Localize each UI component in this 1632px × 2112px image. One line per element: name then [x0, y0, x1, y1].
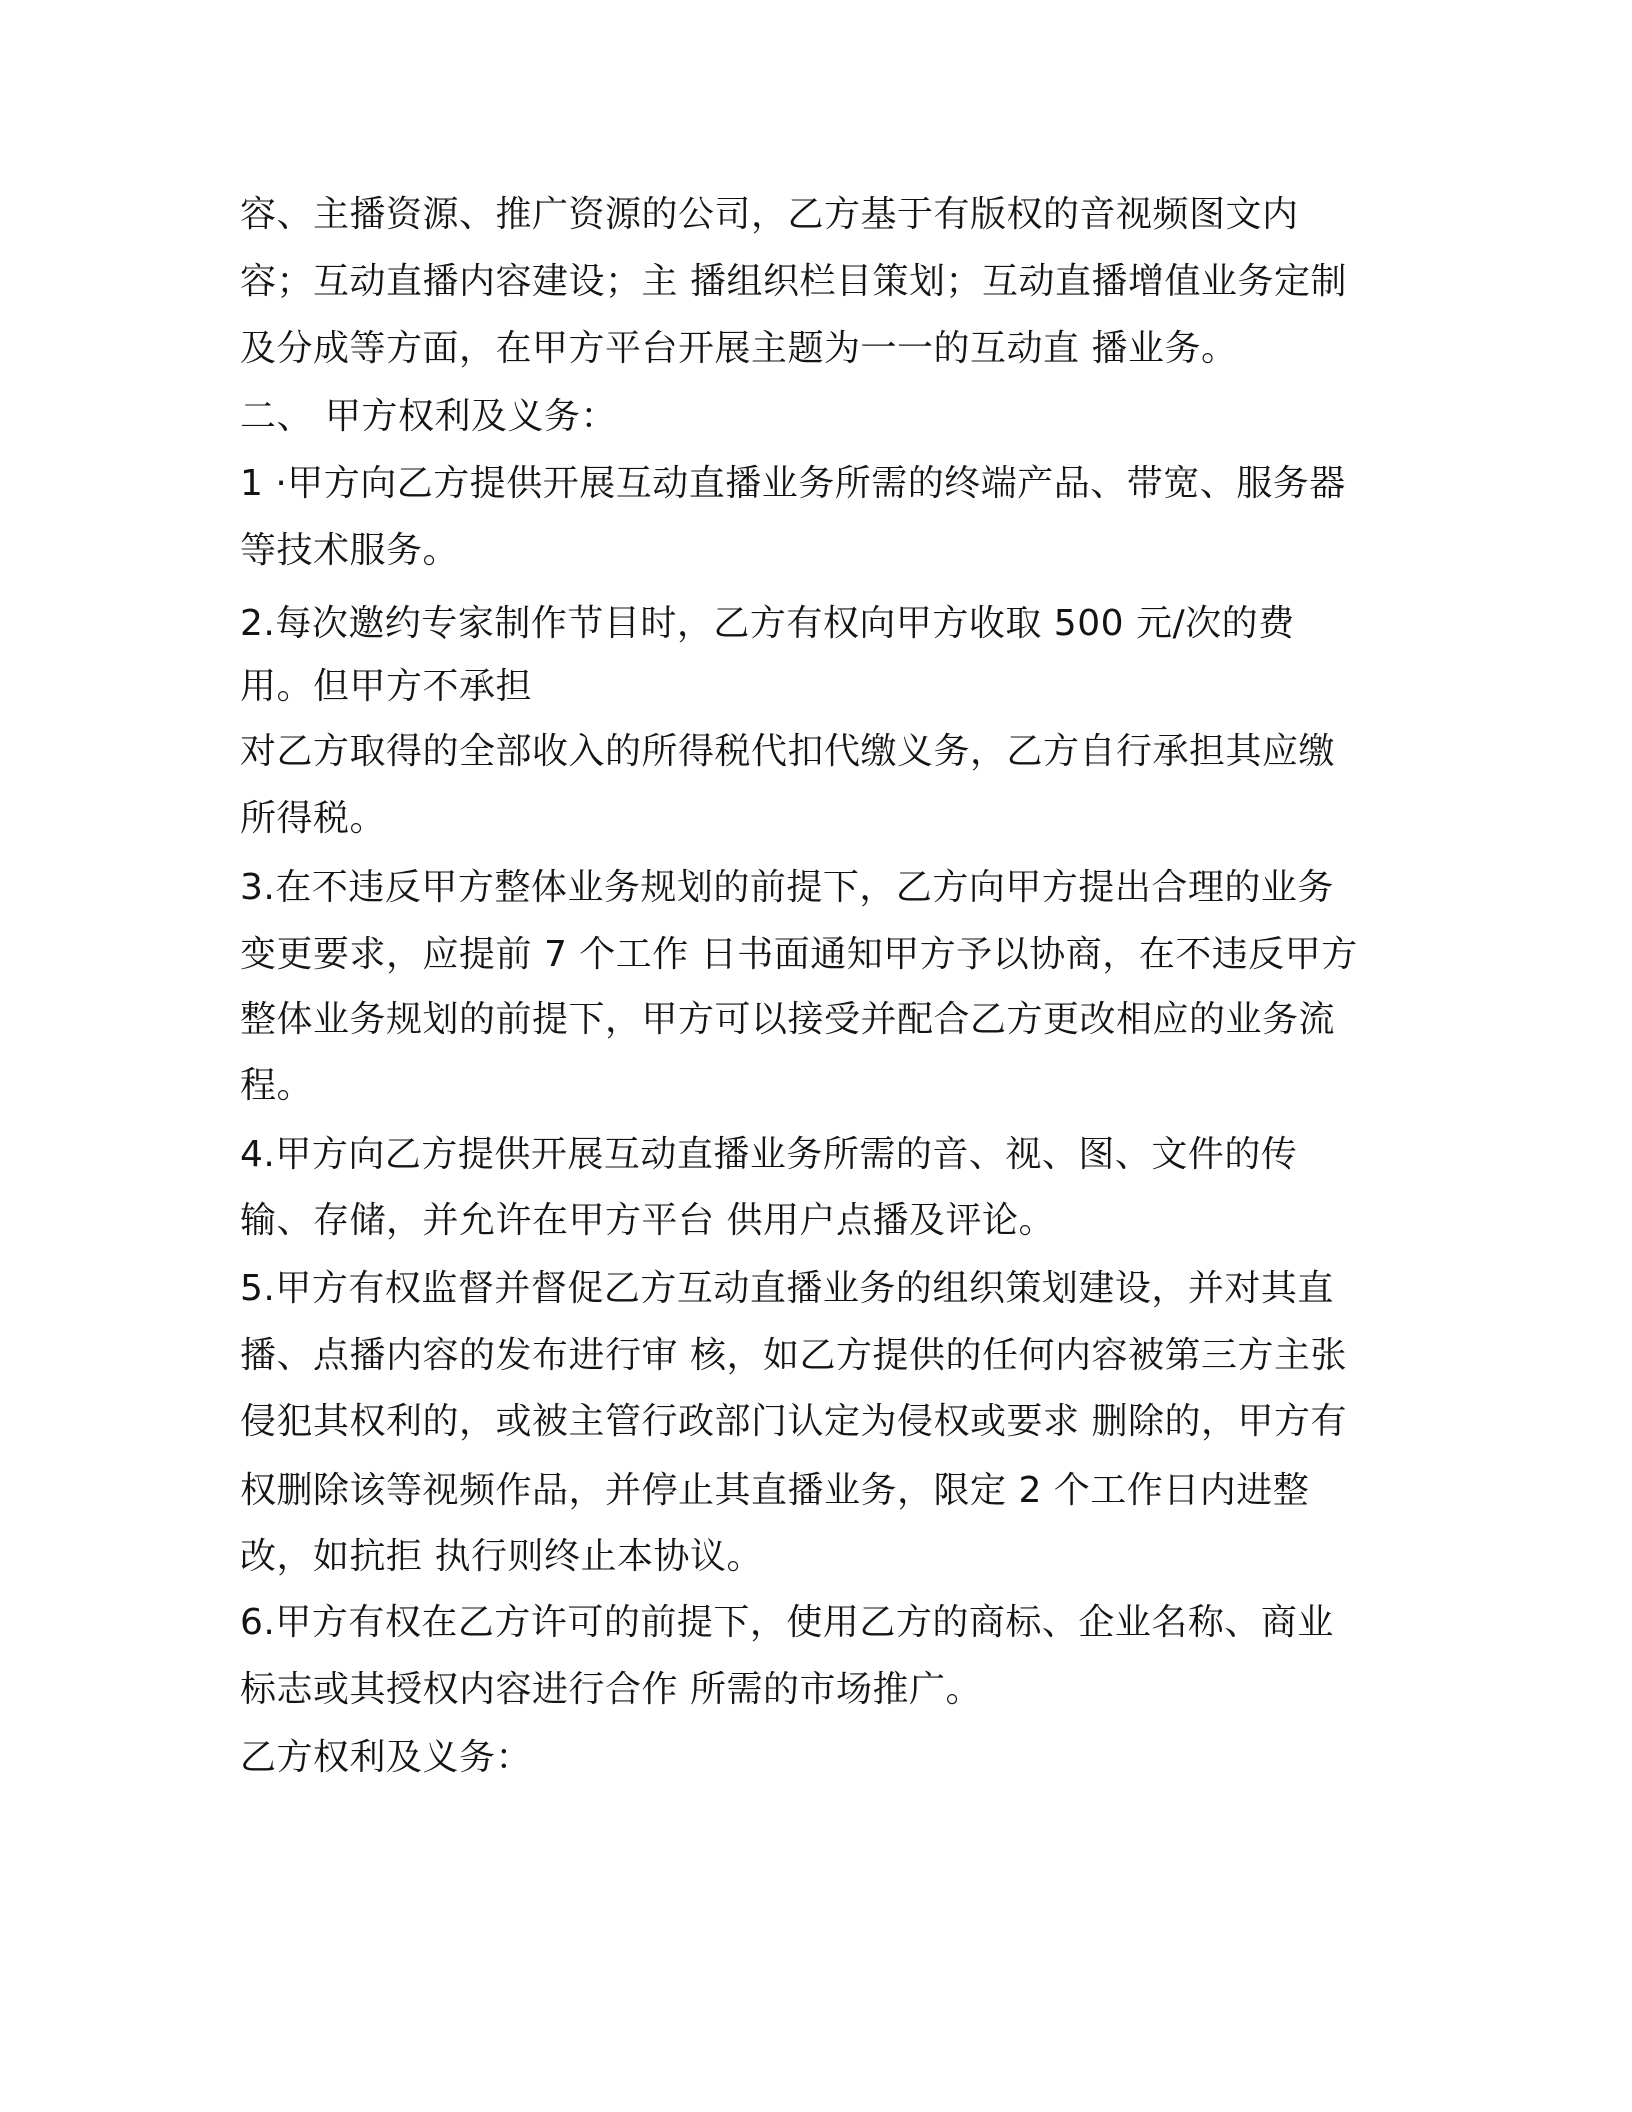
text-line: 用。但甲方不承担 [240, 666, 533, 707]
text-line: 整体业务规划的前提下，甲方可以接受并配合乙方更改相应的业务流 [240, 999, 1336, 1040]
text-line: 1 ·甲方向乙方提供开展互动直播业务所需的终端产品、带宽、服务器 [240, 463, 1346, 504]
text-line: 5.甲方有权监督并督促乙方互动直播业务的组织策划建设，并对其直 [240, 1268, 1334, 1309]
text-line: 及分成等方面，在甲方平台开展主题为一一的互动直 播业务。 [240, 328, 1238, 369]
section-heading: 乙方权利及义务： [240, 1737, 533, 1778]
text-line: 改，如抗拒 执行则终止本协议。 [240, 1536, 763, 1577]
text-line: 侵犯其权利的，或被主管行政部门认定为侵权或要求 删除的，甲方有 [240, 1401, 1347, 1442]
text-line: 对乙方取得的全部收入的所得税代扣代缴义务，乙方自行承担其应缴 [240, 731, 1336, 772]
text-line: 所得税。 [240, 798, 387, 839]
text-line: 播、点播内容的发布进行审 核，如乙方提供的任何内容被第三方主张 [240, 1335, 1347, 1376]
text-line: 等技术服务。 [240, 530, 460, 571]
text-line: 程。 [240, 1065, 314, 1106]
text-line: 6.甲方有权在乙方许可的前提下，使用乙方的商标、企业名称、商业 [240, 1602, 1334, 1643]
text-line: 3.在不违反甲方整体业务规划的前提下，乙方向甲方提出合理的业务 [240, 867, 1334, 908]
text-line: 输、存储，并允许在甲方平台 供用户点播及评论。 [240, 1200, 1055, 1241]
text-line: 标志或其授权内容进行合作 所需的市场推广。 [240, 1669, 982, 1710]
text-line: 2.每次邀约专家制作节目时，乙方有权向甲方收取 500 元/次的费 [240, 603, 1295, 644]
text-line: 变更要求，应提前 7 个工作 日书面通知甲方予以协商，在不违反甲方 [240, 934, 1358, 975]
text-line: 4.甲方向乙方提供开展互动直播业务所需的音、视、图、文件的传 [240, 1134, 1298, 1175]
text-line: 权删除该等视频作品，并停止其直播业务，限定 2 个工作日内进整 [240, 1470, 1310, 1511]
text-line: 容；互动直播内容建设；主 播组织栏目策划；互动直播增值业务定制 [240, 261, 1347, 302]
text-line: 容、主播资源、推广资源的公司，乙方基于有版权的音视频图文内 [240, 194, 1299, 235]
section-heading: 二、 甲方权利及义务： [240, 396, 617, 437]
